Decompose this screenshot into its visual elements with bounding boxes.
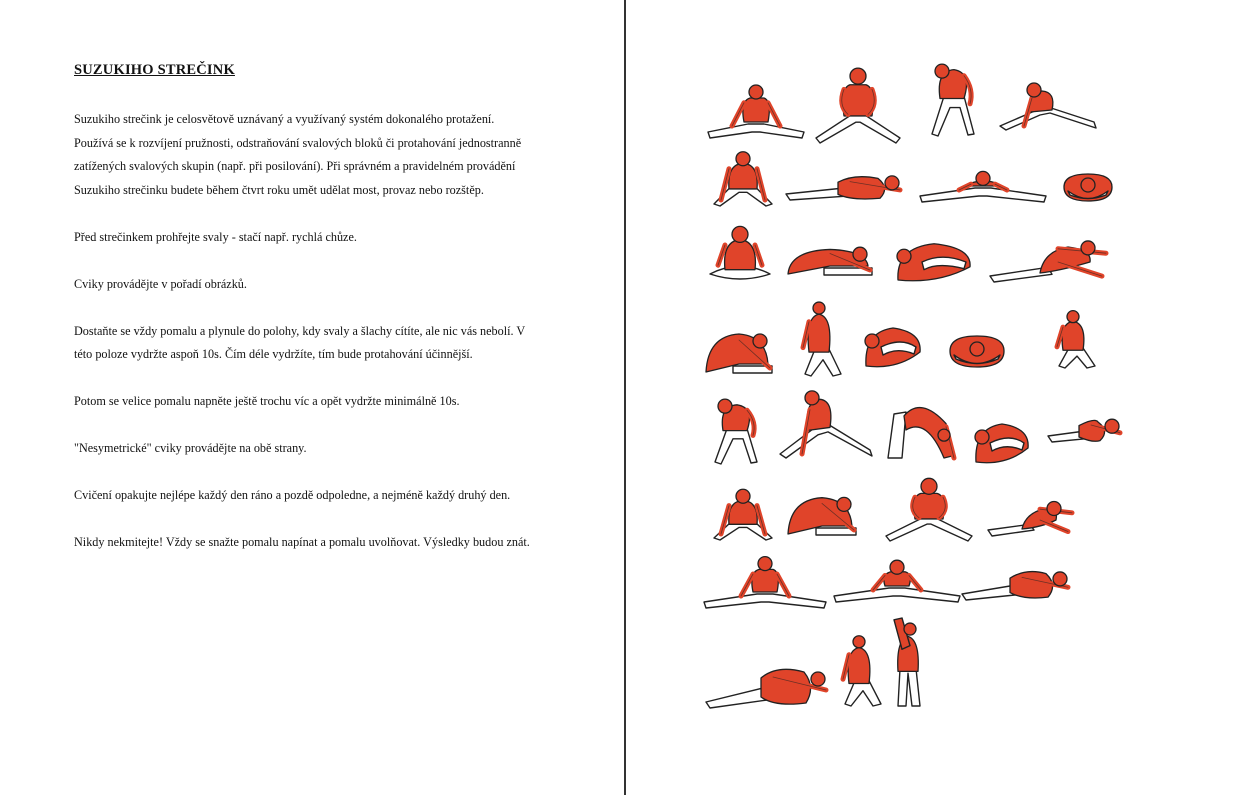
- stretch-figure-illustration: [944, 332, 1010, 370]
- stretch-figure: [784, 244, 876, 278]
- stretch-figure-illustration: [986, 240, 1110, 284]
- paragraph-tension: [74, 390, 554, 414]
- paragraph-warmup: [74, 226, 554, 250]
- paragraph-order: [74, 273, 554, 297]
- text-line: Používá se k rozvíjení pružnosti, odstraňování svalových bloků či protahování jednostranně: [74, 135, 522, 150]
- page-title: SUZUKIHO STREČINK: [74, 62, 235, 78]
- stretch-figure: [704, 662, 830, 712]
- stretch-figure-illustration: [960, 566, 1072, 604]
- text-line: Potom se velice pomalu napněte ještě trochu víc a opět vydržte minimálně 10s.: [74, 394, 460, 408]
- text-line: Cvičení opakujte nejlépe každý den ráno a pozdě odpoledne, a nejméně každý druhý den.: [74, 488, 511, 502]
- text-line: "Nesymetrické" cviky provádějte na obě strany.: [74, 441, 307, 455]
- stretch-figure: [920, 62, 980, 138]
- stretch-figure-illustration: [1058, 170, 1118, 204]
- text-line: této poloze vydržte aspoň 10s. Čím déle vydržíte, tím bude protahování účinnější.: [74, 347, 473, 361]
- stretch-figure: [702, 326, 776, 376]
- stretch-figure: [794, 302, 844, 378]
- stretch-figure: [702, 552, 828, 610]
- stretch-figure-illustration: [1046, 416, 1124, 446]
- text-line: Dostaňte se vždy pomalu a plynule do polohy, kdy svaly a šlachy cítíte, ale nic vás nebolí. V: [74, 323, 526, 338]
- stretch-figure: [704, 398, 762, 466]
- paragraph-hold: [74, 320, 554, 367]
- paragraph-asymmetric: [74, 437, 554, 461]
- text-line: Suzukiho strečink je celosvětově uznávaný a využívaný systém dokonalého protažení.: [74, 112, 495, 126]
- stretch-figure: [960, 566, 1072, 604]
- text-line: Nikdy nekmitejte! Vždy se snažte pomalu napínat a pomalu uvolňovat. Výsledky budou znát.: [74, 535, 530, 549]
- stretch-figure: [1028, 312, 1118, 370]
- stretch-figure-illustration: [884, 398, 958, 462]
- stretch-figure-illustration: [710, 152, 776, 208]
- stretch-figure: [710, 490, 776, 542]
- stretch-figure-illustration: [882, 478, 976, 542]
- stretch-figure-illustration: [984, 502, 1076, 538]
- stretch-figure-illustration: [702, 552, 828, 610]
- stretch-figure-illustration: [784, 172, 904, 204]
- right-page: [626, 0, 1248, 795]
- stretch-figure-illustration: [970, 418, 1034, 468]
- stretch-figure: [996, 82, 1100, 132]
- stretch-figure-illustration: [704, 662, 830, 712]
- stretch-figure-illustration: [704, 398, 762, 466]
- stretch-figure-illustration: [918, 172, 1048, 204]
- stretch-figure-illustration: [812, 66, 904, 144]
- stretch-figure-illustration: [776, 386, 876, 460]
- stretch-figure-illustration: [702, 326, 776, 376]
- stretch-figure-illustration: [706, 226, 774, 282]
- text-line: zatížených svalových skupin (např. při posilování). Při správném a pravidelném provádění: [74, 159, 516, 173]
- text-line: Před strečinkem prohřejte svaly - stačí např. rychlá chůze.: [74, 229, 357, 244]
- stretch-figure: [970, 418, 1034, 468]
- stretch-figure: [776, 386, 876, 460]
- stretch-figure: [944, 332, 1010, 370]
- stretch-figure-illustration: [832, 558, 962, 604]
- stretch-figure: [1046, 416, 1124, 446]
- stretch-figure: [860, 322, 926, 372]
- stretch-figure: [984, 502, 1076, 538]
- stretch-figure-illustration: [784, 244, 876, 278]
- stretch-figure-illustration: [1028, 312, 1118, 370]
- stretch-figure-illustration: [706, 80, 806, 140]
- paragraph-no-bouncing: [74, 531, 554, 555]
- stretch-figure-illustration: [710, 490, 776, 542]
- stretch-figure: [832, 558, 962, 604]
- stretch-figure: [812, 66, 904, 144]
- stretch-illustrations: [626, 0, 1248, 795]
- stretch-figure-illustration: [784, 490, 860, 538]
- stretch-figure-illustration: [836, 636, 882, 708]
- paragraph-frequency: [74, 484, 554, 508]
- stretch-figure: [918, 172, 1048, 204]
- stretch-figure: [836, 636, 882, 708]
- stretch-figure: [882, 478, 976, 542]
- stretch-figure-illustration: [860, 322, 926, 372]
- instructions-text: [74, 108, 554, 578]
- stretch-figure: [888, 618, 928, 710]
- stretch-figure: [784, 490, 860, 538]
- stretch-figure: [706, 80, 806, 140]
- stretch-figure: [986, 240, 1110, 284]
- paragraph-intro: [74, 108, 554, 202]
- stretch-figure-illustration: [888, 618, 928, 710]
- stretch-figure: [706, 226, 774, 282]
- stretch-figure-illustration: [892, 238, 976, 286]
- stretch-figure: [1058, 170, 1118, 204]
- stretch-figure-illustration: [996, 82, 1100, 132]
- stretch-figure: [710, 152, 776, 208]
- text-line: Cviky provádějte v pořadí obrázků.: [74, 276, 247, 291]
- stretch-figure-illustration: [794, 302, 844, 378]
- stretch-figure: [784, 172, 904, 204]
- stretch-figure: [892, 238, 976, 286]
- stretch-figure-illustration: [920, 62, 980, 138]
- text-line: Suzukiho strečinku budete během čtvrt roku umět udělat most, provaz nebo rozštěp.: [74, 182, 484, 197]
- stretch-figure: [884, 398, 958, 462]
